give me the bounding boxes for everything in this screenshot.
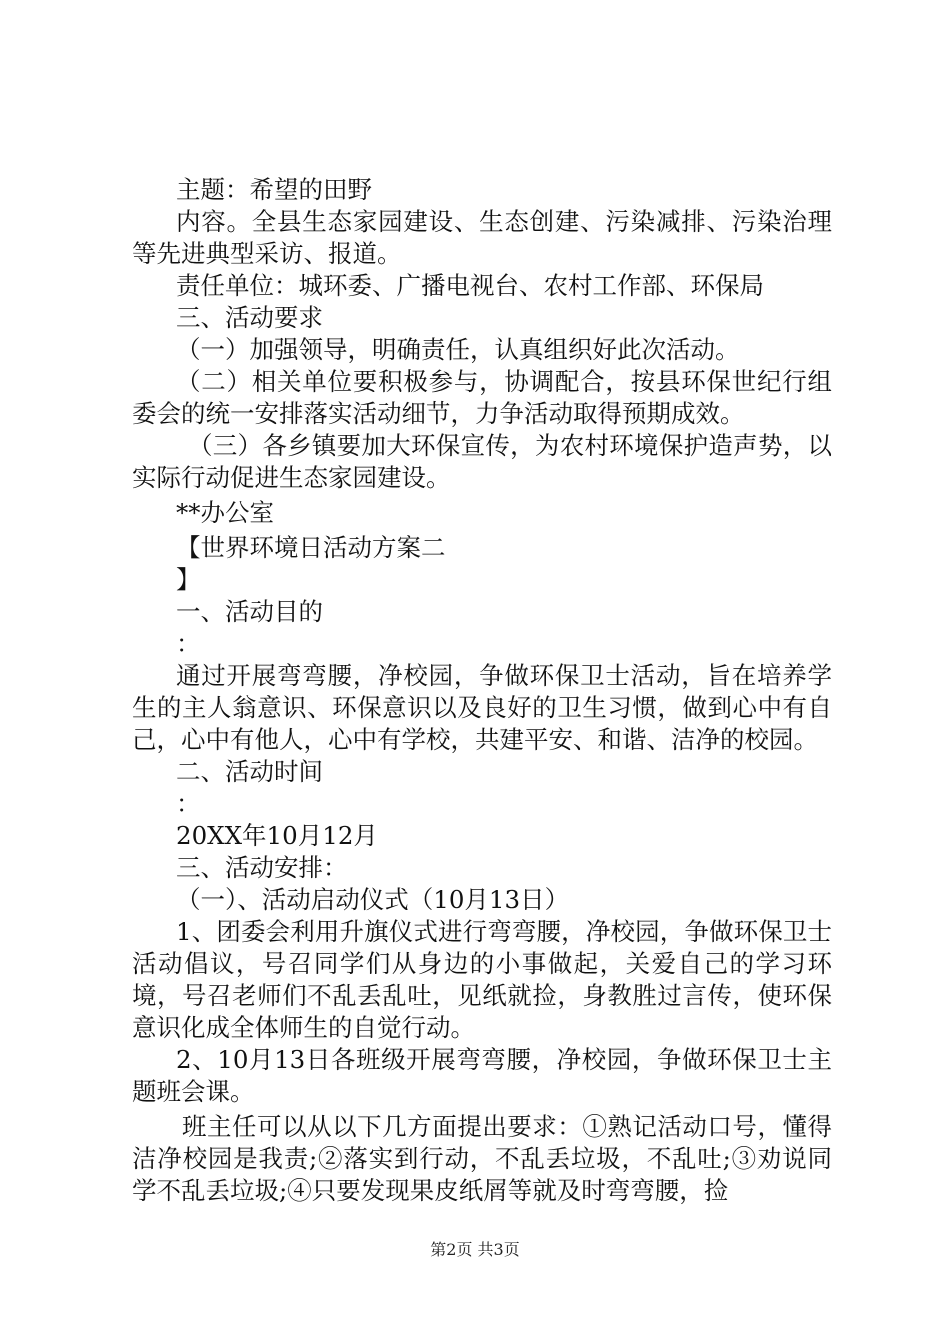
paragraph-content: 内容。全县生态家园建设、生态创建、污染减排、污染治理等先进典型采访、报道。	[132, 207, 832, 268]
document-body	[132, 174, 832, 1207]
paragraph-date: 20XX年10月12月	[176, 821, 378, 850]
section-title-plan-two: 【世界环境日活动方案二	[176, 533, 446, 562]
section-heading-purpose: 一、活动目的	[176, 597, 323, 626]
time-colon: ：	[176, 789, 201, 818]
paragraph-office: **办公室	[176, 498, 274, 527]
paragraph-requirement-2: （二）相关单位要积极参与，协调配合，按县环保世纪行组委会的统一安排落实活动细节，力争活动取得预期成效。	[132, 367, 832, 428]
paragraph-requirement-3: （三）各乡镇要加大环保宣传，为农村环境保护造声势，以实际行动促进生态家园建设。	[132, 431, 832, 492]
purpose-colon: ：	[176, 629, 201, 658]
page-footer: 第2页 共3页	[430, 1240, 520, 1259]
section-heading-time: 二、活动时间	[176, 757, 323, 786]
paragraph-purpose: 通过开展弯弯腰，净校园，争做环保卫士活动，旨在培养学生的主人翁意识、环保意识以及良好的卫生习惯，做到心中有自己，心中有他人，心中有学校，共建平安、和谐、洁净的校园。	[132, 661, 832, 754]
paragraph-item-1: 1、团委会利用升旗仪式进行弯弯腰，净校园，争做环保卫士活动倡议，号召同学们从身边的小事做起，关爱自己的学习环境，号召老师们不乱丢乱吐，见纸就捡，身教胜过言传，使环保意识化成全体师生的自觉行动。	[132, 917, 832, 1042]
paragraph-item-2: 2、10月13日各班级开展弯弯腰，净校园，争做环保卫士主题班会课。	[132, 1045, 832, 1106]
paragraph-class-teacher: 班主任可以从以下几方面提出要求：①熟记活动口号，懂得洁净校园是我责;②落实到行动，不乱丢垃圾，不乱吐;③劝说同学不乱丢垃圾;④只要发现果皮纸屑等就及时弯弯腰，捡	[132, 1112, 832, 1205]
section-heading-arrangement: 三、活动安排：	[176, 853, 348, 882]
subheading-launch-ceremony: （一）、活动启动仪式（10月13日）	[176, 885, 570, 914]
paragraph-theme: 主题：希望的田野	[176, 175, 372, 204]
paragraph-responsible-units: 责任单位：城环委、广播电视台、农村工作部、环保局	[176, 271, 764, 300]
paragraph-requirement-1: （一）加强领导，明确责任，认真组织好此次活动。	[176, 335, 740, 364]
section-heading-requirements: 三、活动要求	[176, 303, 323, 332]
section-title-bracket: 】	[176, 565, 201, 594]
